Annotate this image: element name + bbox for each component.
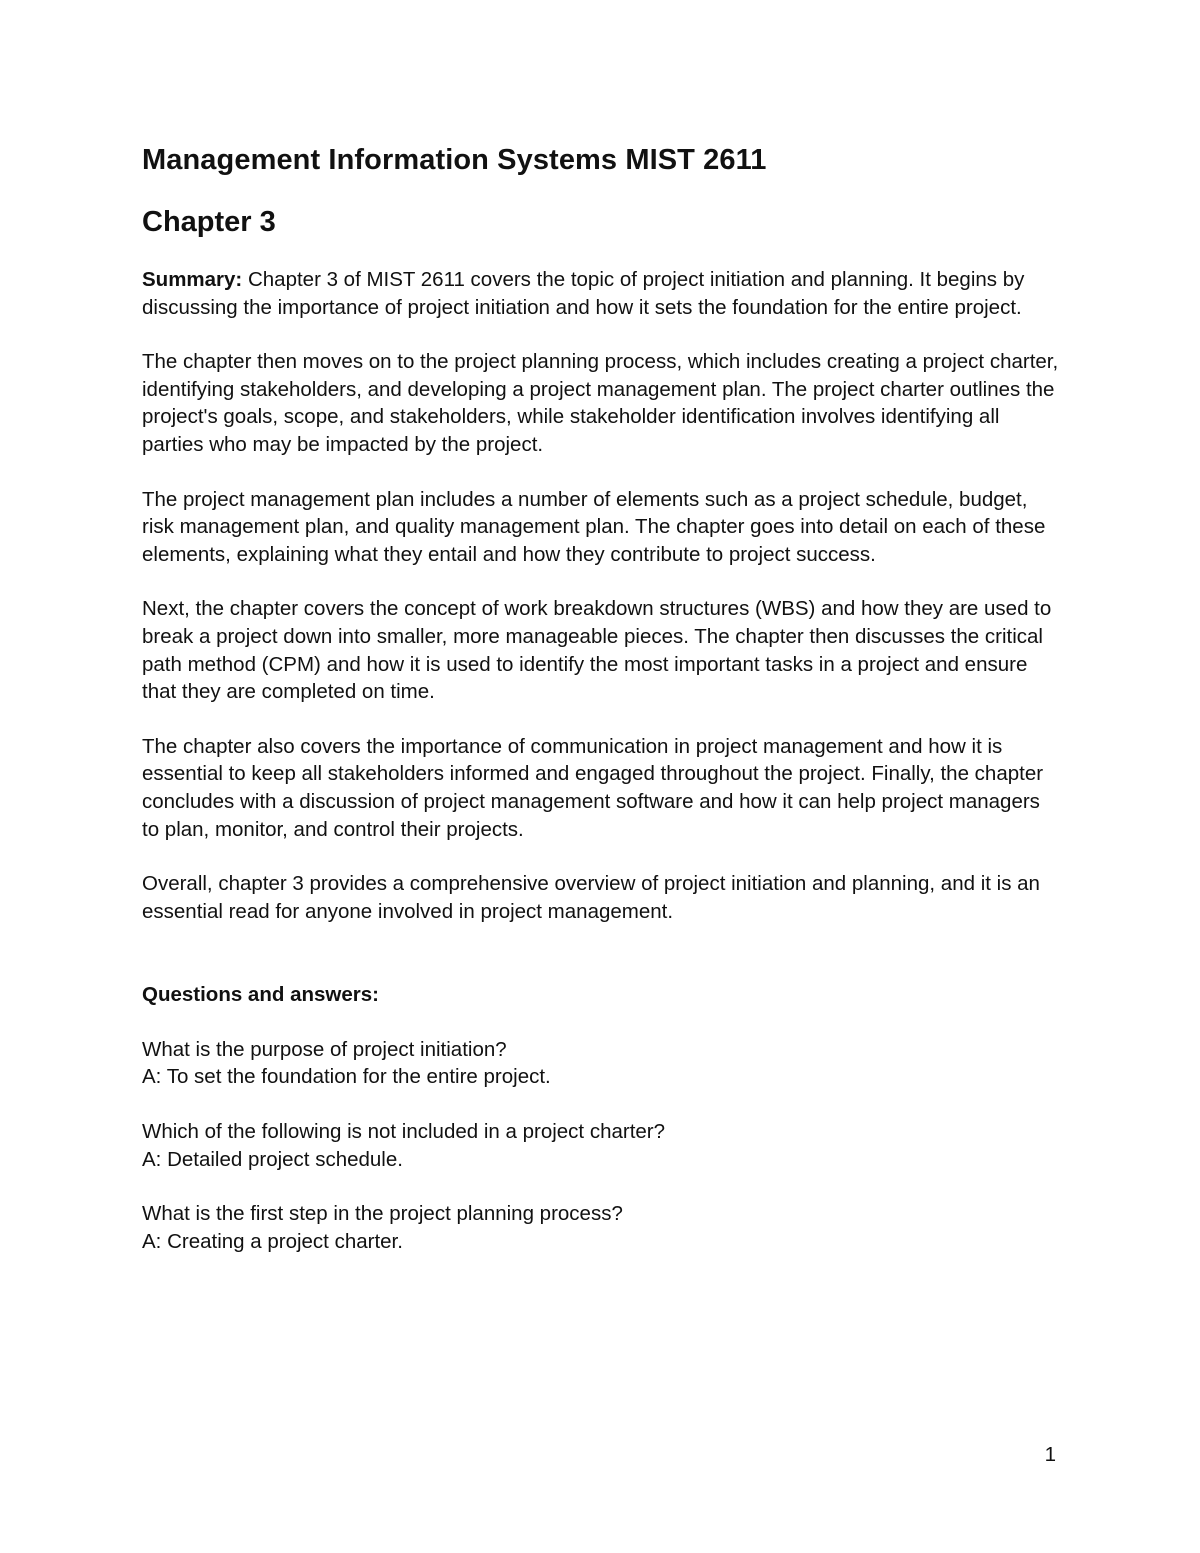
qa-item (142, 1200, 1062, 1255)
qa-answer: A: Detailed project schedule. (142, 1147, 403, 1171)
body-paragraph-overall: Overall, chapter 3 provides a comprehensive overview of project initiation and planning, and it is an essential read for anyone involved in project management. (142, 872, 1040, 923)
summary-paragraph (142, 266, 1062, 321)
qa-question: What is the first step in the project planning process? (142, 1202, 623, 1226)
summary-label: Summary: (142, 268, 243, 291)
qa-answer: A: Creating a project charter. (142, 1229, 403, 1253)
qa-answer: A: To set the foundation for the entire project. (142, 1065, 551, 1089)
qa-question: Which of the following is not included in a project charter? (142, 1120, 666, 1144)
body-paragraph-planning: The chapter then moves on to the project planning process, which includes creating a project charter, identifying stakeholders, and developing a project management plan. The project charter outlines the project's goals, scope, and stakeholders, while stakeholder identification involves identifying all parties who may be impacted by the project. (142, 350, 1059, 456)
page-number: 1 (1044, 1443, 1056, 1466)
document-title: Management Information Systems MIST 2611 (142, 144, 767, 176)
qa-item (142, 1118, 1062, 1173)
qa-question: What is the purpose of project initiation? (142, 1037, 507, 1061)
qa-item (142, 1036, 1062, 1091)
summary-text: Chapter 3 of MIST 2611 covers the topic of project initiation and planning. It begins by discussing the importance of project initiation and how it sets the foundation for the entire project. (142, 268, 1025, 319)
body-paragraph-wbs-cpm: Next, the chapter covers the concept of work breakdown structures (WBS) and how they are used to break a project down into smaller, more manageable pieces. The chapter then discusses the critical path method (CPM) and how it is used to identify the most important tasks in a project and ensure that they are completed on time. (142, 597, 1052, 704)
chapter-title: Chapter 3 (142, 206, 276, 238)
body-paragraph-management-plan: The project management plan includes a number of elements such as a project schedule, budget, risk management plan, and quality management plan. The chapter goes into detail on each of these elements, explaining what they entail and how they contribute to project success. (142, 487, 1046, 566)
document-content (142, 140, 1062, 1255)
body-paragraph-communication: The chapter also covers the importance of communication in project management and how it is essential to keep all stakeholders informed and engaged throughout the project. Finally, the chapter concludes with a discussion of project management software and how it can help project managers to plan, monitor, and control their projects. (142, 734, 1044, 841)
qa-heading: Questions and answers: (142, 983, 379, 1007)
